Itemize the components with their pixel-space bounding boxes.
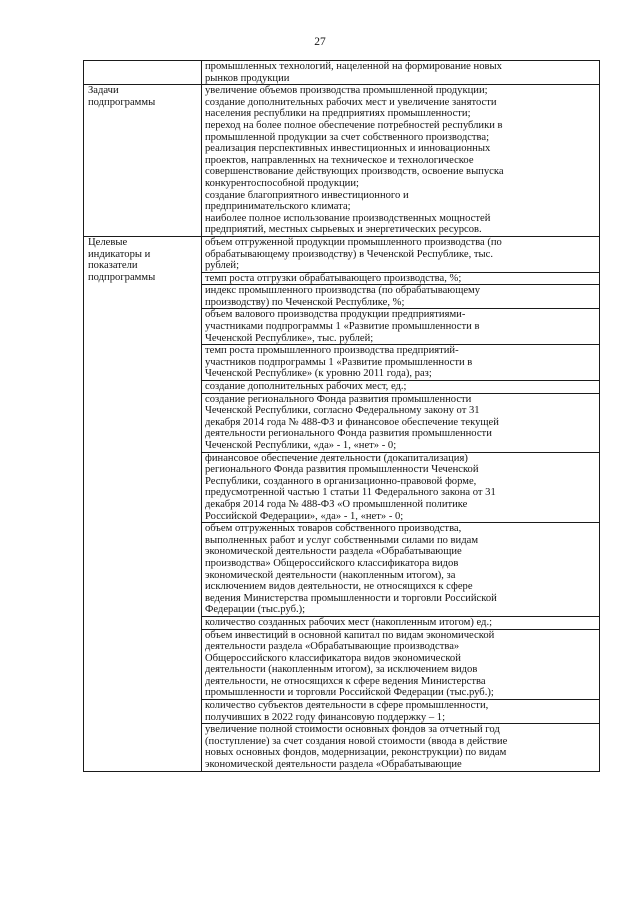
indicator-line: индекс промышленного производства (по обрабатывающему: [205, 285, 481, 297]
indicator-item: [202, 285, 599, 309]
content-line: рынков продукции: [205, 72, 290, 84]
indicator-line: декабря 2014 года № 488-ФЗ и финансовое обеспечение текущей: [205, 416, 499, 428]
table-row: [84, 85, 600, 237]
indicator-line: участниками подпрограммы 1 «Развитие промышленности в: [205, 321, 480, 333]
content-line: населения республики на предприятиях промышленности;: [205, 108, 471, 120]
indicator-line: темп роста промышленного производства предприятий-: [205, 345, 459, 357]
indicator-line: обрабатывающему производству) в Чеченской Республике, тыс.: [205, 248, 494, 260]
row-label-line: Целевые: [88, 236, 128, 248]
indicator-line: ведения Министерства промышленности и торговли Российской: [205, 592, 497, 604]
indicator-line: создание дополнительных рабочих мест, ед.;: [205, 381, 407, 393]
indicator-item: [202, 700, 599, 724]
indicator-line: получивших в 2022 году финансовую поддержку – 1;: [205, 711, 446, 723]
row-label-line: индикаторы и: [88, 248, 151, 260]
row-label-line: подпрограммы: [88, 96, 156, 108]
indicator-item: [202, 309, 599, 345]
indicator-line: Чеченской Республики, согласно Федеральному закону от 31: [205, 405, 480, 417]
indicator-line: (поступление) за счет создания новой стоимости (ввода в действие: [205, 735, 508, 747]
indicator-line: объем отгруженных товаров собственного производства,: [205, 523, 462, 535]
indicator-line: объем инвестиций в основной капитал по видам экономической: [205, 629, 495, 641]
indicator-line: Республики, созданного в организационно-правовой форме,: [205, 475, 477, 487]
indicator-line: Российской Федерации», «да» - 1, «нет» - 0;: [205, 510, 404, 522]
indicator-line: экономической деятельности раздела «Обрабатывающие: [205, 546, 462, 558]
indicator-item: [202, 724, 599, 770]
indicator-line: увеличение полной стоимости основных фондов за отчетный год: [205, 724, 500, 736]
indicator-line: Общероссийского классификатора видов экономической: [205, 652, 461, 664]
indicator-line: деятельности раздела «Обрабатывающие производства»: [205, 641, 460, 653]
indicator-line: объем отгруженной продукции промышленного производства (по: [205, 236, 502, 248]
indicator-line: производству) по Чеченской Республике, %;: [205, 296, 405, 308]
indicator-item: [202, 273, 599, 286]
content-line: предпринимательского климата;: [205, 201, 351, 213]
indicator-line: создание регионального Фонда развития промышленности: [205, 393, 472, 405]
indicator-line: промышленности и торговли Российской Федерации (тыс.руб.);: [205, 687, 494, 699]
content-line: предприятий, местных сырьевых и энергетических ресурсов.: [205, 224, 482, 236]
row-label-cell: [84, 85, 202, 237]
indicator-line: деятельности (накопленным итогом), за исключением видов: [205, 664, 478, 676]
indicator-line: рублей;: [205, 260, 240, 272]
indicator-item: [202, 345, 599, 381]
row-label-line: показатели: [88, 260, 138, 272]
indicator-line: предусмотренной частью 1 статьи 11 Федерального закона от 31: [205, 487, 496, 499]
page-number: 27: [314, 36, 326, 48]
content-line: промышленных технологий, нацеленной на формирование новых: [205, 61, 502, 72]
row-content-cell: [202, 61, 600, 85]
indicator-line: выполненных работ и услуг собственными силами по видам: [205, 534, 479, 546]
indicator-line: декабря 2014 года № 488-ФЗ «О промышленной политике: [205, 498, 468, 510]
content-line: наиболее полное использование производственных мощностей: [205, 212, 491, 224]
content-line: переход на более полное обеспечение потребностей республики в: [205, 119, 503, 131]
indicators-cell: [202, 236, 600, 771]
indicator-line: количество субъектов деятельности в сфере промышленности,: [205, 700, 489, 712]
indicator-line: производства» Общероссийского классификатора видов: [205, 557, 459, 569]
content-line: проектов, направленных на техническое и технологическое: [205, 154, 474, 166]
indicator-line: Чеченской Республике», тыс. рублей;: [205, 332, 374, 344]
table-row: [84, 236, 600, 771]
indicator-line: участников подпрограммы 1 «Развитие промышленности в: [205, 356, 473, 368]
indicator-line: деятельности, не относящихся к сфере ведения Министерства: [205, 675, 486, 687]
indicator-line: темп роста отгрузки обрабатывающего производства, %;: [205, 272, 462, 284]
indicator-line: новых основных фондов, модернизации, реконструкции) по видам: [205, 747, 507, 759]
indicator-line: Чеченской Республики, «да» - 1, «нет» - 0;: [205, 440, 397, 451]
content-line: промышленной продукции за счет собственного производства;: [205, 131, 490, 143]
content-line: увеличение объемов производства промышленной продукции;: [205, 85, 488, 97]
content-line: создание благоприятного инвестиционного и: [205, 189, 409, 201]
indicator-line: экономической деятельности (накопленным итогом), за: [205, 569, 456, 581]
indicator-line: объем валового производства продукции предприятиями-: [205, 309, 466, 321]
row-label-line: Задачи: [88, 85, 119, 97]
row-label-line: подпрограммы: [88, 271, 156, 283]
indicator-item: [202, 453, 599, 524]
content-line: конкурентоспособной продукции;: [205, 177, 359, 189]
indicator-line: деятельности регионального Фонда развития промышленности: [205, 428, 492, 440]
table-row: [84, 61, 600, 85]
indicator-item: [202, 237, 599, 273]
content-line: реализация перспективных инвестиционных и инновационных: [205, 143, 491, 155]
indicator-line: количество созданных рабочих мест (накопленным итогом) ед.;: [205, 616, 493, 628]
content-line: создание дополнительных рабочих мест и увеличение занятости: [205, 96, 497, 108]
indicator-line: регионального Фонда развития промышленности Чеченской: [205, 464, 479, 476]
indicator-item: [202, 394, 599, 453]
indicator-item: [202, 617, 599, 630]
indicator-line: исключением видов деятельности, не относящихся к сфере: [205, 581, 473, 593]
indicator-line: Чеченской Республике» (к уровню 2011 года), раз;: [205, 368, 432, 380]
row-content-cell: [202, 85, 600, 237]
indicator-item: [202, 630, 599, 701]
indicator-item: [202, 523, 599, 617]
program-table: [83, 60, 600, 772]
indicator-line: финансовое обеспечение деятельности (докапитализация): [205, 452, 468, 464]
indicator-line: Федерации (тыс.руб.);: [205, 604, 306, 616]
indicator-line: экономической деятельности раздела «Обрабатывающие: [205, 759, 462, 771]
row-label-cell: [84, 236, 202, 771]
content-line: совершенствование действующих производств, освоение выпуска: [205, 166, 504, 178]
row-label-cell: [84, 61, 202, 85]
indicator-item: [202, 381, 599, 394]
